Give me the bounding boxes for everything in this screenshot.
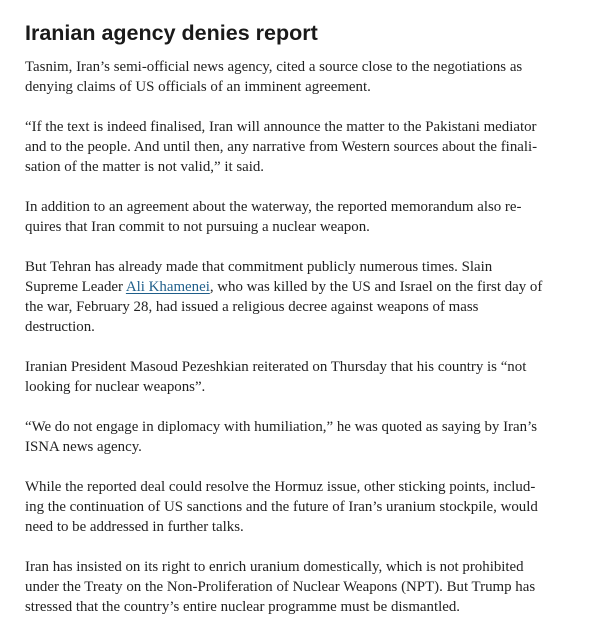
paragraph-line: the war, February 28, had issued a religious decree against weapons of mass (25, 299, 479, 315)
article (25, 20, 545, 637)
line-text-after-link: , who was killed by the US and Israel on the first day of (209, 279, 543, 295)
paragraph-line: ISNA news agency. (25, 439, 142, 455)
article-paragraph-5 (25, 357, 545, 397)
article-headline: Iranian agency denies report (25, 21, 318, 45)
paragraph-line: destruction. (25, 319, 95, 335)
paragraph-line: Iranian President Masoud Pezeshkian reiterated on Thursday that his country is “not (25, 359, 527, 375)
article-paragraph-8 (25, 557, 545, 617)
paragraph-line: stressed that the country’s entire nuclear programme must be dismantled. (25, 599, 461, 615)
paragraph-line: But Tehran has already made that commitment publicly numerous times. Slain (25, 259, 493, 275)
paragraph-line: denying claims of US officials of an imminent agreement. (25, 79, 371, 95)
paragraph-line: ing the continuation of US sanctions and the future of Iran’s uranium stockpile, would (25, 499, 538, 515)
paragraph-line (25, 277, 545, 297)
article-paragraph-3 (25, 197, 545, 237)
article-paragraph-1 (25, 57, 545, 97)
paragraph-line: quires that Iran commit to not pursuing a nuclear weapon. (25, 219, 370, 235)
paragraph-line: While the reported deal could resolve the Hormuz issue, other sticking points, includ- (25, 479, 536, 495)
paragraph-line: and to the people. And until then, any narrative from Western sources about the finali- (25, 139, 538, 155)
article-paragraph-6 (25, 417, 545, 457)
paragraph-line: under the Treaty on the Non-Proliferation of Nuclear Weapons (NPT). But Trump has (25, 579, 536, 595)
article-paragraph-2 (25, 117, 545, 177)
paragraph-line: “If the text is indeed finalised, Iran will announce the matter to the Pakistani mediator (25, 119, 537, 135)
paragraph-line: need to be addressed in further talks. (25, 519, 244, 535)
paragraph-line: sation of the matter is not valid,” it said. (25, 159, 265, 175)
paragraph-line: Tasnim, Iran’s semi-official news agency, cited a source close to the negotiations as (25, 59, 523, 75)
ali-khamenei-link[interactable]: Ali Khamenei (125, 279, 210, 295)
paragraph-line: Iran has insisted on its right to enrich uranium domestically, which is not prohibited (25, 559, 524, 575)
paragraph-line: “We do not engage in diplomacy with humiliation,” he was quoted as saying by Iran’s (25, 419, 537, 435)
line-text-before-link: Supreme Leader (25, 279, 126, 295)
paragraph-line: In addition to an agreement about the waterway, the reported memorandum also re- (25, 199, 522, 215)
paragraph-line: looking for nuclear weapons”. (25, 379, 206, 395)
article-paragraph-7 (25, 477, 545, 537)
article-paragraph-4 (25, 257, 545, 337)
